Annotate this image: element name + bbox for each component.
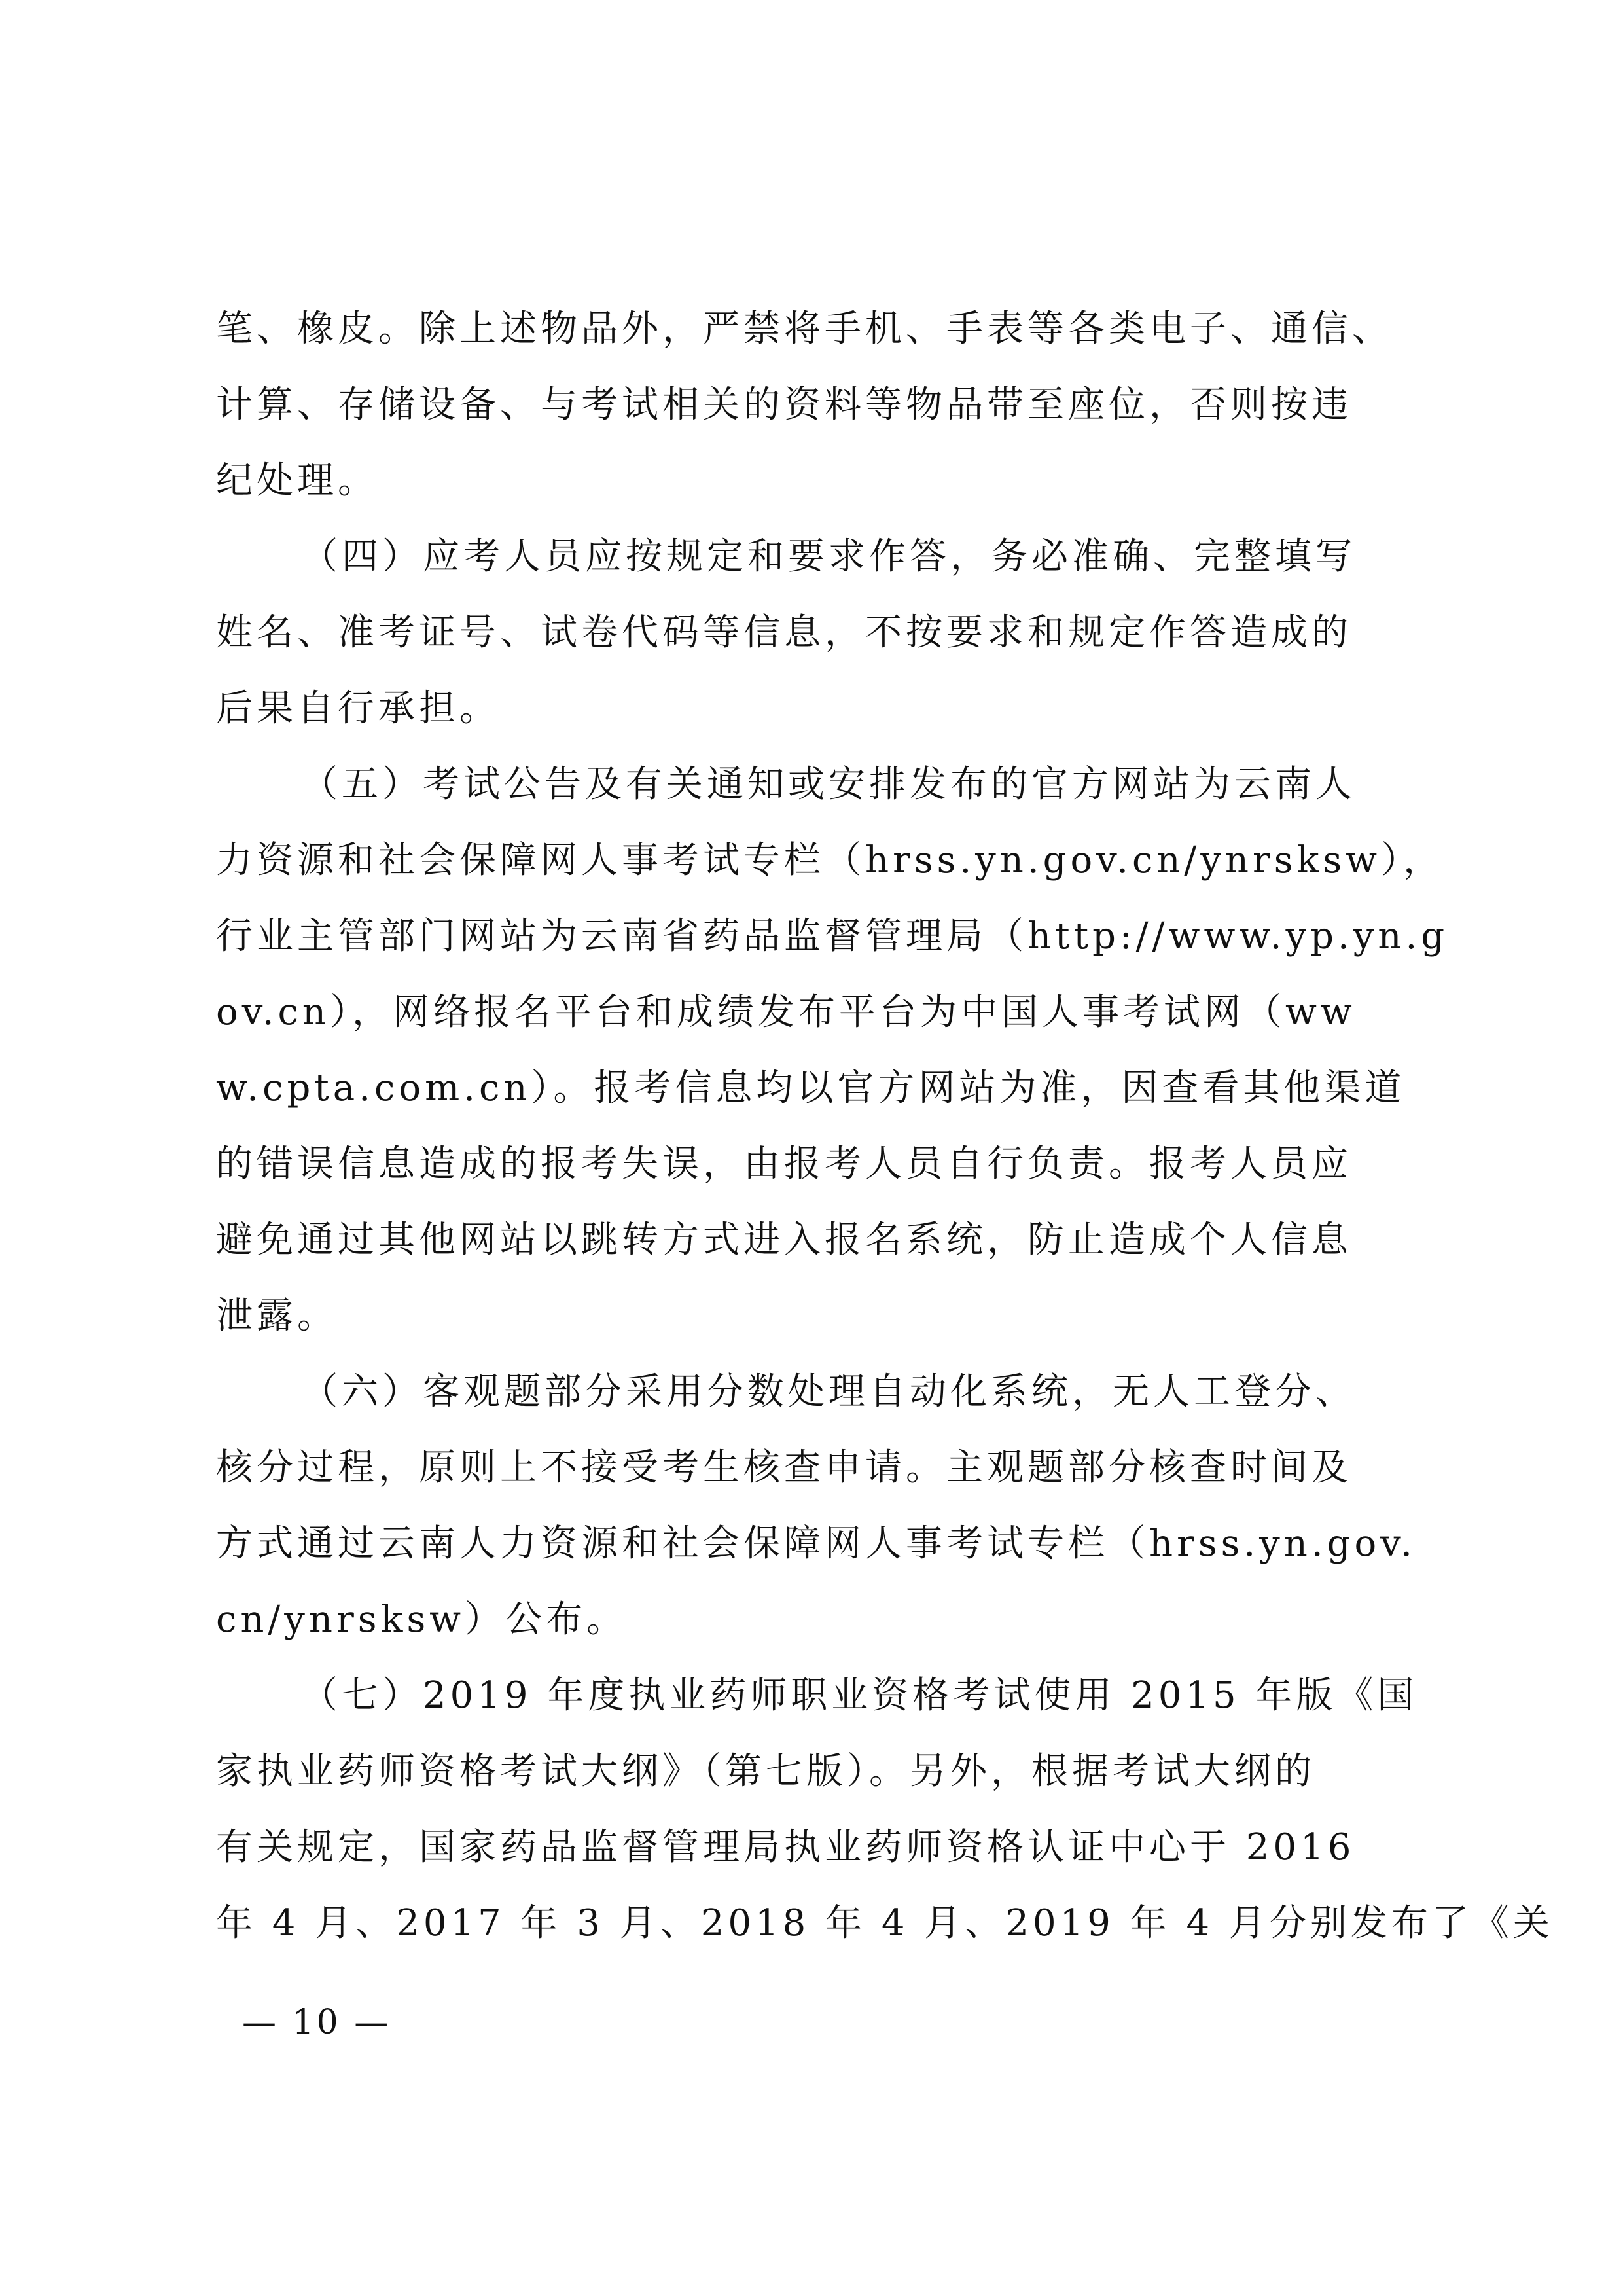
text-line: 后果自行承担。 <box>216 687 500 730</box>
text-line: 的错误信息造成的报考失误，由报考人员自行负责。报考人员应 <box>216 1143 1352 1185</box>
text-line: 笔、橡皮。除上述物品外，严禁将手机、手表等各类电子、通信、 <box>216 308 1393 350</box>
paragraph-7-start: （七）2019 年度执业药师职业资格考试使用 2015 年版《国 <box>301 1674 1418 1717</box>
text-line: 方式通过云南人力资源和社会保障网人事考试专栏（hrss.yn.gov. <box>216 1522 1416 1565</box>
body-text <box>216 291 1554 1962</box>
text-line: 有关规定，国家药品监督管理局执业药师资格认证中心于 2016 <box>216 1826 1355 1869</box>
text-line: 年 4 月、2017 年 3 月、2018 年 4 月、2019 年 4 月分别发布了《关 <box>216 1902 1554 1945</box>
paragraph-6-start: （六）客观题部分采用分数处理自动化系统，无人工登分、 <box>301 1371 1356 1413</box>
text-line: 泄露。 <box>216 1295 338 1337</box>
text-line: ov.cn），网络报名平台和成绩发布平台为中国人事考试网（ww <box>216 991 1356 1033</box>
text-line: 纪处理。 <box>216 459 378 502</box>
page-number: — 10 — <box>242 2003 391 2042</box>
text-line: 家执业药师资格考试大纲》（第七版）。另外，根据考试大纲的 <box>216 1750 1315 1793</box>
text-line: w.cpta.com.cn）。报考信息均以官方网站为准，因查看其他渠道 <box>216 1067 1406 1109</box>
text-line: 核分过程，原则上不接受考生核查申请。主观题部分核查时间及 <box>216 1446 1352 1489</box>
text-line: 行业主管部门网站为云南省药品监督管理局（http://www.yp.yn.g <box>216 915 1449 958</box>
text-line: 姓名、准考证号、试卷代码等信息，不按要求和规定作答造成的 <box>216 611 1352 654</box>
text-line: 力资源和社会保障网人事考试专栏（hrss.yn.gov.cn/ynrsksw）， <box>216 839 1444 882</box>
text-line: cn/ynrsksw）公布。 <box>216 1598 628 1641</box>
text-line: 计算、存储设备、与考试相关的资料等物品带至座位，否则按违 <box>216 384 1352 426</box>
paragraph-4-start: （四）应考人员应按规定和要求作答，务必准确、完整填写 <box>301 535 1356 578</box>
text-line: 避免通过其他网站以跳转方式进入报名系统，防止造成个人信息 <box>216 1219 1352 1261</box>
paragraph-5-start: （五）考试公告及有关通知或安排发布的官方网站为云南人 <box>301 763 1356 806</box>
